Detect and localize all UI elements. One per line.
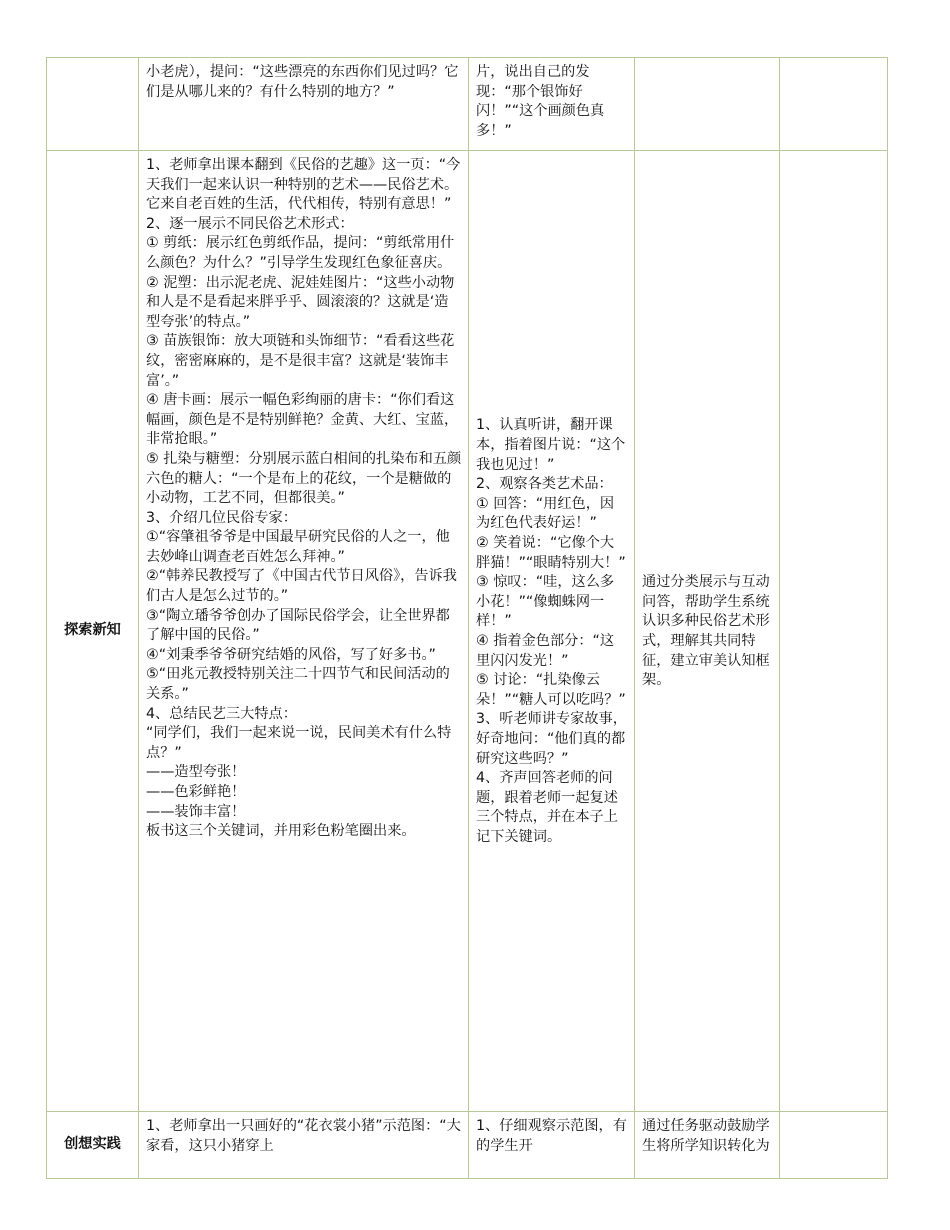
teacher-paragraph: 3、介绍几位民俗专家：: [146, 509, 297, 526]
design-intent-cell: 通过任务驱动鼓励学生将所学知识转化为: [635, 1112, 780, 1179]
teacher-paragraph: ②“韩养民教授写了《中国古代节日风俗》，告诉我们古人是怎么过节的。”: [146, 568, 457, 605]
student-activity-cell: [469, 151, 635, 1112]
table-row: [47, 1112, 888, 1179]
student-activity-cell: [469, 58, 635, 151]
teacher-paragraph: ② 泥塑：出示泥老虎、泥娃娃图片：“这些小动物和人是不是看起来胖乎乎、圆滚滚的？这就是‘造型夸张’的特点。”: [146, 274, 455, 330]
teacher-paragraph: 板书这三个关键词，并用彩色粉笔圈出来。: [146, 823, 416, 840]
teacher-paragraph: ——色彩鲜艳！: [146, 784, 246, 800]
note-cell: [780, 58, 888, 151]
student-paragraph: 2、观察各类艺术品：: [476, 476, 613, 493]
teacher-paragraph: 2、逐一展示不同民俗艺术形式：: [146, 215, 354, 232]
teacher-activity-cell: [139, 1112, 469, 1179]
teacher-paragraph: 1、老师拿出课本翻到《民俗的艺趣》这一页：“今天我们一起来认识一种特别的艺术——民俗艺术。它来自老百姓的生活，代代相传，特别有意思！”: [146, 157, 461, 213]
student-paragraph: ① 回答：“用红色，因为红色代表好运！”: [476, 495, 615, 532]
teacher-paragraph: ⑤“田兆元教授特别关注二十四节气和民间活动的关系。”: [146, 666, 450, 703]
table-row: [47, 58, 888, 151]
teacher-paragraph: ④ 唐卡画：展示一幅色彩绚丽的唐卡：“你们看这幅画，颜色是不是特别鲜艳？金黄、大红、宝蓝，非常抢眼。”: [146, 392, 459, 448]
teacher-activity-cell: [139, 151, 469, 1112]
student-activity-cell: [469, 1112, 635, 1179]
teacher-activity-cell: [139, 58, 469, 151]
lesson-plan-table: [46, 57, 888, 1179]
teacher-paragraph: 4、总结民艺三大特点：: [146, 705, 297, 722]
stage-cell: [47, 58, 139, 151]
design-intent-cell: [635, 58, 780, 151]
student-paragraph: ③ 惊叹：“哇，这么多小花！”“像蜘蛛网一样！”: [476, 574, 615, 630]
design-intent-cell: 通过分类展示与互动问答，帮助学生系统认识多种民俗艺术形式，理解其共同特征，建立审美认知框架。: [635, 151, 780, 1112]
student-paragraph: 4、齐声回答老师的问题，跟着老师一起复述三个特点，并在本子上记下关键词。: [476, 770, 618, 845]
student-paragraph: 1、认真听讲，翻开课本，指着图片说：“这个我也见过！”: [476, 417, 626, 473]
student-paragraph: 3、听老师讲专家故事，好奇地问：“他们真的都研究这些吗？”: [476, 711, 627, 767]
table-row: [47, 151, 888, 1112]
student-paragraph: ⑤ 讨论：“扎染像云朵！”“糖人可以吃吗？”: [476, 672, 626, 708]
stage-cell: 创想实践: [47, 1112, 139, 1179]
student-paragraph: ② 笑着说：“它像个大胖猫！”“眼睛特别大！”: [476, 535, 626, 571]
note-cell: [780, 151, 888, 1112]
teacher-paragraph: ①“容肇祖爷爷是中国最早研究民俗的人之一，他去妙峰山调查老百姓怎么拜神。”: [146, 529, 450, 565]
student-paragraph: 1、仔细观察示范图，有的学生开: [476, 1118, 627, 1154]
teacher-paragraph: ④“刘秉季爷爷研究结婚的风俗，写了好多书。”: [146, 646, 436, 663]
stage-cell: 探索新知: [47, 151, 139, 1112]
teacher-paragraph: 小老虎），提问：“这些漂亮的东西你们见过吗？它们是从哪儿来的？有什么特别的地方？”: [146, 64, 459, 100]
teacher-paragraph: ——造型夸张！: [146, 764, 246, 781]
student-paragraph: ④ 指着金色部分：“这里闪闪发光！”: [476, 633, 615, 669]
teacher-paragraph: ① 剪纸：展示红色剪纸作品，提问：“剪纸常用什么颜色？为什么？”引导学生发现红色象征喜庆。: [146, 235, 455, 271]
student-paragraph: 片，说出自己的发现：“那个银饰好闪！”“这个画颜色真多！”: [476, 64, 605, 139]
teacher-paragraph: ③ 苗族银饰：放大项链和头饰细节：“看看这些花纹，密密麻麻的，是不是很丰富？这就是‘装饰丰富’。”: [146, 333, 455, 389]
teacher-paragraph: 1、老师拿出一只画好的“花衣裳小猪”示范图：“大家看，这只小猪穿上: [146, 1118, 461, 1154]
teacher-paragraph: ⑤ 扎染与糖塑：分别展示蓝白相间的扎染布和五颜六色的糖人：“一个是布上的花纹，一个是糖做的小动物，工艺不同，但都很美。”: [146, 450, 462, 507]
teacher-paragraph: ——装饰丰富！: [146, 803, 246, 820]
teacher-paragraph: ③“陶立璠爷爷创办了国际民俗学会，让全世界都了解中国的民俗。”: [146, 607, 450, 644]
note-cell: [780, 1112, 888, 1179]
teacher-paragraph: “同学们，我们一起来说一说，民间美术有什么特点？”: [146, 725, 452, 761]
